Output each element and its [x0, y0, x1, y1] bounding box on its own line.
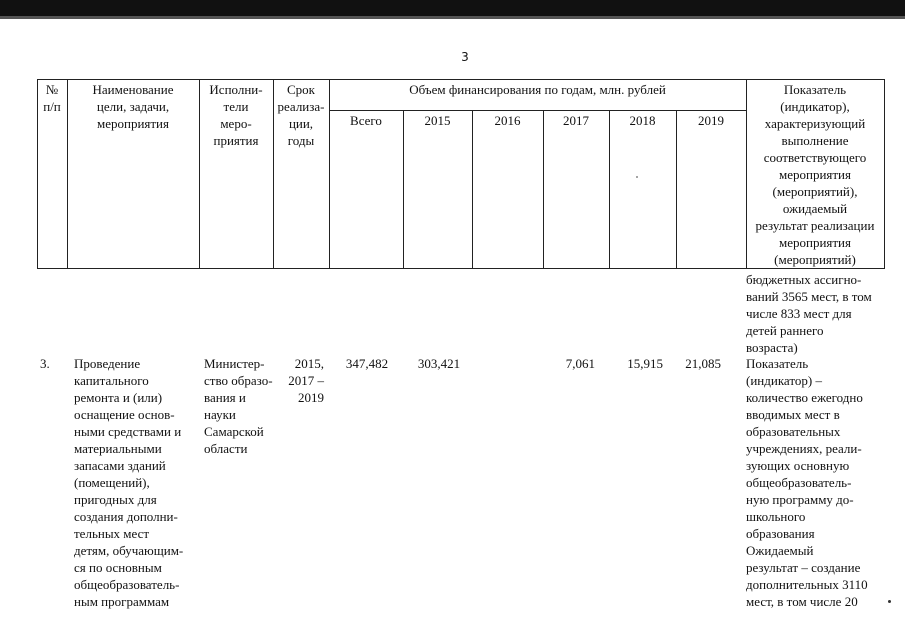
scan-top-border-edge — [0, 16, 905, 19]
header-funding: Объем финансирования по годам, млн. рублей — [409, 82, 666, 97]
scan-speck — [636, 176, 638, 178]
continuation-text: бюджетных ассигно- ваний 3565 мест, в том числе 833 мест для детей раннего возраста) — [746, 272, 872, 355]
row-2017: 7,061 — [565, 356, 595, 371]
row-2015: 303,421 — [417, 356, 461, 371]
row-executor: Министер- ство образо- вания и науки Самарской области — [204, 356, 273, 456]
header-year-total: Всего — [350, 113, 382, 128]
header-year-2016: 2016 — [494, 113, 521, 128]
header-year-2019: 2019 — [698, 113, 724, 128]
scan-top-border — [0, 0, 905, 16]
header-executor: Исполни- тели меро- приятия — [209, 82, 263, 148]
scan-speck — [888, 600, 891, 603]
row-2019: 21,085 — [685, 356, 721, 371]
row-total: 347,482 — [345, 356, 389, 371]
row-2018: 15,915 — [627, 356, 663, 371]
row-indicator: Показатель (индикатор) – количество ежегодно вводимых мест в образовательных учреждениях, реали- зующих основную общеобразователь- ную программу до- школьного образования Ожидаемый результат – создание дополнительных 3110 мест, в том числе 20 — [746, 356, 868, 609]
header-year-2017: 2017 — [563, 113, 589, 128]
header-year-2018: 2018 — [629, 113, 656, 128]
row-term: 2015, 2017 – 2019 — [288, 356, 324, 405]
row-num: 3. — [40, 356, 50, 371]
header-name: Наименование цели, задачи, мероприятия — [92, 82, 174, 131]
row-name: Проведение капитального ремонта и (или) оснащение основ- ными средствами и материальными запасами зданий (помещений), пригодных для создания дополни- тельных мест детям, обучающим- ся по основным общеобразователь- ным программам — [74, 356, 184, 609]
header-term: Срок реализа- ции, годы — [277, 82, 325, 148]
header-indicator: Показатель (индикатор), характеризующий выполнение соответствующего мероприятия (мероприятий), ожидаемый результат реализации мероприятия (мероприятий) — [755, 82, 875, 267]
header-year-2015: 2015 — [424, 113, 451, 128]
page-number: 3 — [461, 50, 469, 64]
header-num: № п/п — [43, 82, 61, 114]
